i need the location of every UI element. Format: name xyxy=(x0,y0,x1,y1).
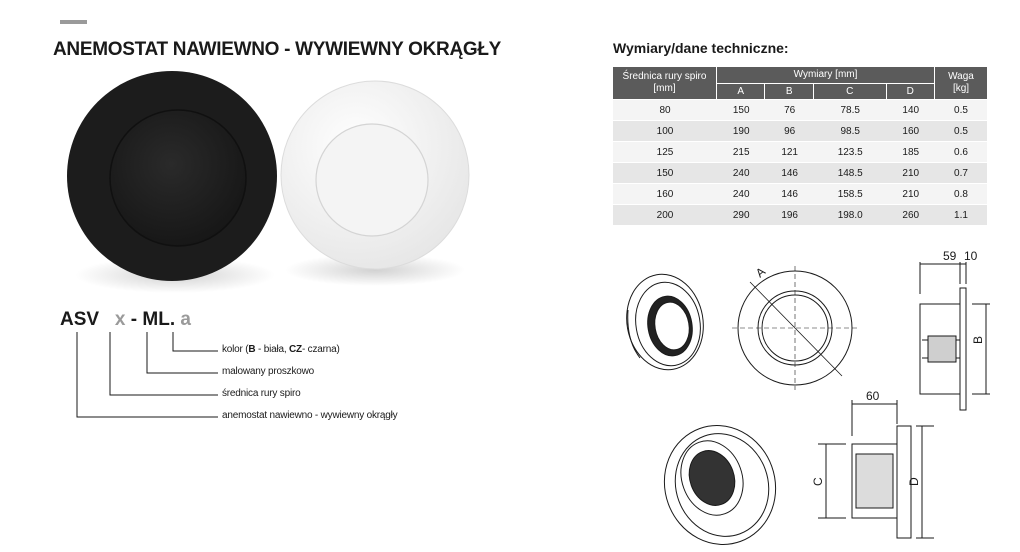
cell: 240 xyxy=(717,184,765,205)
code-ml: ML xyxy=(142,309,170,330)
col-weight: Waga [kg] xyxy=(935,67,987,100)
cell: 160 xyxy=(887,121,935,142)
legend-painted: malowany proszkowo xyxy=(222,366,314,377)
cell: 196 xyxy=(765,205,813,226)
technical-drawings xyxy=(600,240,1020,552)
cell: 198.0 xyxy=(814,205,887,226)
table-row xyxy=(613,205,987,226)
label-59: 59 xyxy=(943,249,957,263)
cell: 185 xyxy=(887,142,935,163)
cell: 148.5 xyxy=(814,163,887,184)
line-painted xyxy=(147,332,218,373)
cell: 290 xyxy=(717,205,765,226)
cell: 190 xyxy=(717,121,765,142)
col-c: C xyxy=(814,84,887,100)
col-a: A xyxy=(717,84,765,100)
code-x: x xyxy=(114,309,126,330)
cell: 78.5 xyxy=(814,100,887,121)
line-diameter xyxy=(110,332,218,395)
cell: 150 xyxy=(613,163,717,184)
code-legend-lines xyxy=(0,0,500,552)
cell: 146 xyxy=(765,163,813,184)
label-c: C xyxy=(811,477,825,486)
cell: 146 xyxy=(765,184,813,205)
col-diameter: Średnica rury spiro [mm] xyxy=(613,67,717,100)
cell: 160 xyxy=(613,184,717,205)
perspective-view-bottom xyxy=(648,410,792,552)
front-view xyxy=(732,266,858,390)
label-b: B xyxy=(971,335,985,344)
cell: 215 xyxy=(717,142,765,163)
spec-title: Wymiary/dane techniczne: xyxy=(613,40,789,56)
cell: 0.5 xyxy=(935,121,987,142)
col-dimensions: Wymiary [mm] xyxy=(717,67,935,84)
perspective-view-top xyxy=(619,268,711,376)
col-d: D xyxy=(887,84,935,100)
cell: 200 xyxy=(613,205,717,226)
cell: 96 xyxy=(765,121,813,142)
cell: 100 xyxy=(613,121,717,142)
line-color xyxy=(173,332,218,351)
cell: 121 xyxy=(765,142,813,163)
table-row xyxy=(613,121,987,142)
cell: 76 xyxy=(765,100,813,121)
code-a: a xyxy=(180,309,191,330)
label-d: D xyxy=(907,477,921,486)
table-row xyxy=(613,163,987,184)
spec-table xyxy=(613,67,987,226)
cell: 80 xyxy=(613,100,717,121)
side-view-cd xyxy=(818,400,934,538)
cell: 125 xyxy=(613,142,717,163)
cell: 0.7 xyxy=(935,163,987,184)
cell: 210 xyxy=(887,184,935,205)
legend-diameter: średnica rury spiro xyxy=(222,388,301,399)
cell: 158.5 xyxy=(814,184,887,205)
cell: 98.5 xyxy=(814,121,887,142)
table-row xyxy=(613,100,987,121)
cell: 260 xyxy=(887,205,935,226)
cell: 1.1 xyxy=(935,205,987,226)
legend-color: kolor (B - biała, CZ- czarna) xyxy=(222,344,340,355)
label-10: 10 xyxy=(964,249,978,263)
cell: 0.6 xyxy=(935,142,987,163)
col-b: B xyxy=(765,84,813,100)
code-dot: . xyxy=(169,309,176,330)
table-row xyxy=(613,184,987,205)
legend-description: anemostat nawiewno - wywiewny okrągły xyxy=(222,410,398,421)
code-dash: - xyxy=(130,309,138,330)
label-60: 60 xyxy=(866,389,880,403)
cell: 210 xyxy=(887,163,935,184)
code-asv: ASV xyxy=(60,309,100,330)
cell: 240 xyxy=(717,163,765,184)
table-row xyxy=(613,142,987,163)
label-a: A xyxy=(752,264,769,281)
cell: 150 xyxy=(717,100,765,121)
cell: 0.8 xyxy=(935,184,987,205)
cell: 123.5 xyxy=(814,142,887,163)
cell: 0.5 xyxy=(935,100,987,121)
page-title: ANEMOSTAT NAWIEWNO - WYWIEWNY OKRĄGŁY xyxy=(53,39,502,60)
cell: 140 xyxy=(887,100,935,121)
